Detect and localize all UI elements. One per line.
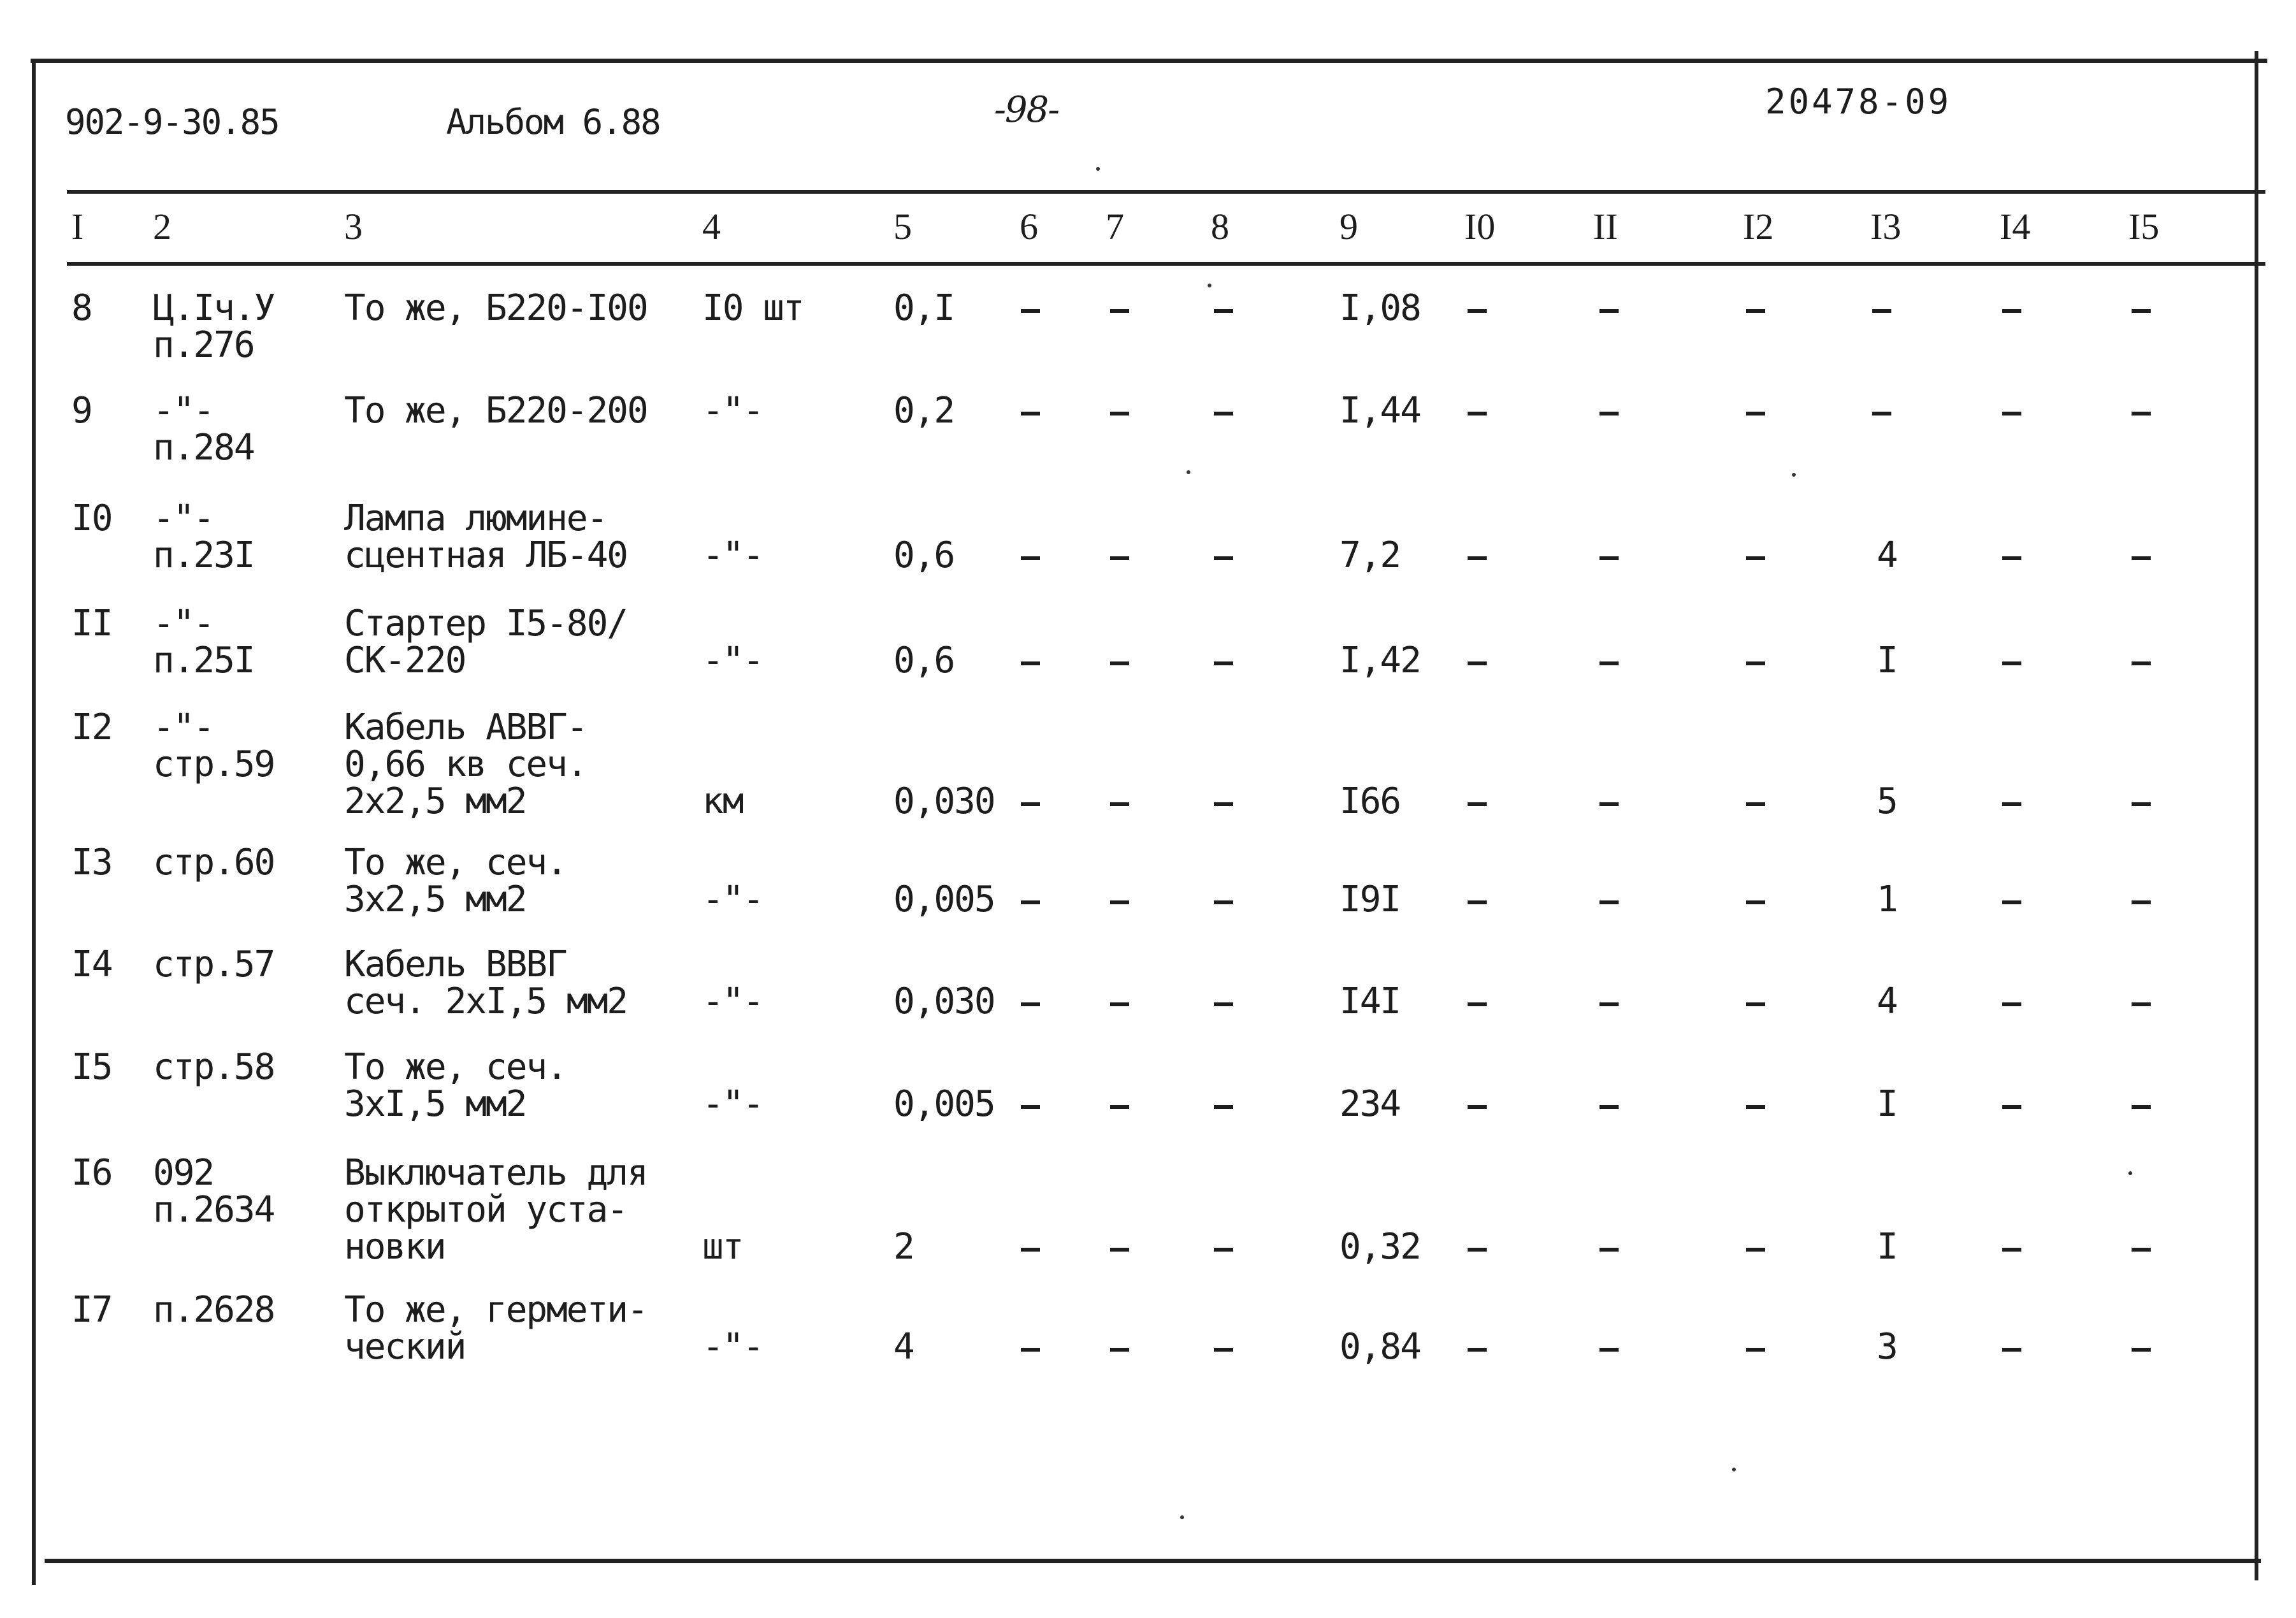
empty-cell-dash: [1599, 309, 1619, 313]
row-column-9: I4I: [1339, 981, 1401, 1022]
scan-speck: [1208, 284, 1211, 287]
row-quantity: 0,6: [893, 640, 955, 681]
row-quantity: 0,2: [893, 390, 955, 431]
row-number: 8: [71, 287, 92, 329]
row-column-13: 3: [1877, 1326, 1897, 1368]
scan-speck: [1180, 1515, 1184, 1519]
column-number: I2: [1743, 206, 1774, 247]
row-column-9: I,44: [1339, 390, 1420, 431]
row-name: То же, Б220-I00: [344, 287, 647, 329]
empty-cell-dash: [1872, 412, 1891, 415]
empty-cell-dash: [1021, 661, 1040, 665]
column-number: 8: [1211, 206, 1229, 247]
row-quantity: 0,030: [893, 981, 995, 1022]
empty-cell-dash: [1021, 1105, 1040, 1109]
row-reference: -"-: [153, 603, 214, 644]
empty-cell-dash: [1746, 1002, 1765, 1006]
doc-code: 902-9-30.85: [65, 102, 279, 142]
empty-cell-dash: [1214, 1105, 1233, 1109]
column-number: 3: [344, 206, 363, 247]
scan-speck: [1187, 470, 1190, 474]
empty-cell-dash: [1110, 1002, 1129, 1006]
empty-cell-dash: [2132, 1002, 2151, 1006]
empty-cell-dash: [1214, 661, 1233, 665]
empty-cell-dash: [2132, 1105, 2151, 1109]
empty-cell-dash: [2002, 1002, 2021, 1006]
frame-top: [31, 59, 2267, 63]
row-unit: -"-: [702, 1083, 763, 1125]
column-number: 5: [893, 206, 912, 247]
row-column-9: I9I: [1339, 879, 1401, 920]
row-name: То же, Б220-200: [344, 390, 647, 431]
row-name: СК-220: [344, 640, 466, 681]
row-quantity: 2: [893, 1226, 914, 1268]
empty-cell-dash: [1214, 412, 1233, 415]
row-column-9: I,08: [1339, 287, 1420, 329]
row-number: I2: [71, 707, 112, 748]
row-reference: п.284: [153, 427, 254, 468]
empty-cell-dash: [1468, 1002, 1487, 1006]
empty-cell-dash: [2002, 900, 2021, 904]
column-number: I3: [1870, 206, 1902, 247]
column-number: I: [71, 206, 84, 247]
row-column-9: 7,2: [1339, 535, 1401, 576]
empty-cell-dash: [2132, 900, 2151, 904]
empty-cell-dash: [1214, 802, 1233, 806]
empty-cell-dash: [2002, 661, 2021, 665]
empty-cell-dash: [1110, 1105, 1129, 1109]
empty-cell-dash: [2002, 412, 2021, 415]
row-name: открытой уста-: [344, 1189, 628, 1231]
empty-cell-dash: [1599, 412, 1619, 415]
column-number: I0: [1464, 206, 1496, 247]
empty-cell-dash: [1746, 802, 1765, 806]
row-number: I4: [71, 944, 112, 985]
row-reference: п.2628: [153, 1289, 275, 1331]
row-column-13: 1: [1877, 879, 1897, 920]
frame-left: [32, 59, 36, 1585]
column-number: 7: [1106, 206, 1124, 247]
row-name: новки: [344, 1226, 445, 1268]
empty-cell-dash: [2132, 412, 2151, 415]
empty-cell-dash: [1021, 412, 1040, 415]
empty-cell-dash: [1110, 412, 1129, 415]
row-name: Стартер I5-80/: [344, 603, 628, 644]
row-reference: -"-: [153, 390, 214, 431]
row-unit: -"-: [702, 640, 763, 681]
empty-cell-dash: [1746, 412, 1765, 415]
row-unit: -"-: [702, 879, 763, 920]
row-column-9: I66: [1339, 781, 1401, 822]
empty-cell-dash: [1599, 802, 1619, 806]
empty-cell-dash: [1214, 1348, 1233, 1352]
row-reference: стр.60: [153, 842, 275, 883]
empty-cell-dash: [1021, 1248, 1040, 1252]
row-column-13: 4: [1877, 981, 1897, 1022]
empty-cell-dash: [1468, 1348, 1487, 1352]
row-reference: -"-: [153, 707, 214, 748]
empty-cell-dash: [2132, 309, 2151, 313]
empty-cell-dash: [1110, 661, 1129, 665]
empty-cell-dash: [1746, 1105, 1765, 1109]
page-number: -98-: [994, 89, 1059, 131]
row-reference: п.23I: [153, 535, 254, 576]
row-number: II: [71, 603, 112, 644]
frame-bottom: [45, 1559, 2261, 1563]
empty-cell-dash: [2132, 661, 2151, 665]
row-unit: -"-: [702, 1326, 763, 1368]
empty-cell-dash: [1214, 1002, 1233, 1006]
row-column-9: 234: [1339, 1083, 1401, 1125]
row-name: Кабель ВВВГ: [344, 944, 567, 985]
empty-cell-dash: [1872, 309, 1891, 313]
empty-cell-dash: [1599, 661, 1619, 665]
row-unit: I0 шт: [702, 287, 804, 329]
empty-cell-dash: [1746, 900, 1765, 904]
empty-cell-dash: [1599, 556, 1619, 560]
empty-cell-dash: [1021, 1002, 1040, 1006]
empty-cell-dash: [1021, 1348, 1040, 1352]
row-column-9: 0,84: [1339, 1326, 1420, 1368]
row-reference: п.276: [153, 324, 254, 366]
row-number: I7: [71, 1289, 112, 1331]
empty-cell-dash: [2002, 556, 2021, 560]
column-number: 9: [1339, 206, 1358, 247]
row-name: 2х2,5 мм2: [344, 781, 526, 822]
row-column-9: I,42: [1339, 640, 1420, 681]
scan-speck: [1732, 1468, 1736, 1471]
row-unit: шт: [702, 1226, 743, 1268]
empty-cell-dash: [1110, 802, 1129, 806]
row-reference: Ц.Iч.У: [153, 287, 275, 329]
row-name: 3хI,5 мм2: [344, 1083, 526, 1125]
empty-cell-dash: [1021, 802, 1040, 806]
row-reference: 092: [153, 1152, 214, 1194]
row-quantity: 0,I: [893, 287, 955, 329]
scan-speck: [1096, 167, 1100, 171]
row-column-13: 5: [1877, 781, 1897, 822]
scan-speck: [2128, 1171, 2132, 1175]
empty-cell-dash: [1021, 556, 1040, 560]
row-column-13: I: [1877, 1226, 1897, 1268]
row-reference: стр.59: [153, 744, 275, 785]
empty-cell-dash: [1599, 1105, 1619, 1109]
empty-cell-dash: [2002, 1348, 2021, 1352]
scan-speck: [1792, 473, 1796, 477]
row-reference: п.25I: [153, 640, 254, 681]
empty-cell-dash: [1599, 1248, 1619, 1252]
row-quantity: 0,030: [893, 781, 995, 822]
column-number: I4: [2000, 206, 2031, 247]
column-number: 6: [1020, 206, 1038, 247]
row-quantity: 4: [893, 1326, 914, 1368]
empty-cell-dash: [1746, 1248, 1765, 1252]
empty-cell-dash: [1110, 1248, 1129, 1252]
empty-cell-dash: [1468, 412, 1487, 415]
empty-cell-dash: [1746, 661, 1765, 665]
row-name: сеч. 2хI,5 мм2: [344, 981, 628, 1022]
row-name: То же, гермети-: [344, 1289, 647, 1331]
empty-cell-dash: [1214, 1248, 1233, 1252]
row-name: 3х2,5 мм2: [344, 879, 526, 920]
row-unit: км: [702, 781, 743, 822]
inventory-number: 20478-09: [1765, 82, 1952, 122]
empty-cell-dash: [2132, 1248, 2151, 1252]
album-label: Альбом 6.88: [446, 102, 660, 142]
empty-cell-dash: [2002, 1248, 2021, 1252]
empty-cell-dash: [1468, 1248, 1487, 1252]
row-quantity: 0,005: [893, 1083, 995, 1125]
column-number: 4: [702, 206, 721, 247]
row-column-13: I: [1877, 1083, 1897, 1125]
empty-cell-dash: [1468, 1105, 1487, 1109]
row-reference: стр.57: [153, 944, 275, 985]
row-name: Кабель АВВГ-: [344, 707, 587, 748]
empty-cell-dash: [2002, 802, 2021, 806]
column-number: I5: [2128, 206, 2160, 247]
row-quantity: 0,6: [893, 535, 955, 576]
column-number: 2: [153, 206, 171, 247]
row-column-13: 4: [1877, 535, 1897, 576]
row-number: 9: [71, 390, 92, 431]
empty-cell-dash: [1468, 661, 1487, 665]
row-reference: п.2634: [153, 1189, 275, 1231]
empty-cell-dash: [1468, 802, 1487, 806]
row-number: I5: [71, 1046, 112, 1088]
empty-cell-dash: [1746, 309, 1765, 313]
row-unit: -"-: [702, 981, 763, 1022]
empty-cell-dash: [1021, 900, 1040, 904]
empty-cell-dash: [2132, 556, 2151, 560]
empty-cell-dash: [1214, 309, 1233, 313]
empty-cell-dash: [2132, 1348, 2151, 1352]
empty-cell-dash: [1110, 900, 1129, 904]
empty-cell-dash: [1746, 556, 1765, 560]
empty-cell-dash: [1110, 1348, 1129, 1352]
header-rule: [67, 190, 2265, 194]
row-unit: -"-: [702, 535, 763, 576]
empty-cell-dash: [2132, 802, 2151, 806]
row-name: ческий: [344, 1326, 466, 1368]
empty-cell-dash: [1599, 900, 1619, 904]
row-name: сцентная ЛБ-40: [344, 535, 628, 576]
empty-cell-dash: [1468, 556, 1487, 560]
column-header-rule: [67, 262, 2265, 266]
row-unit: -"-: [702, 390, 763, 431]
row-name: То же, сеч.: [344, 1046, 567, 1088]
row-name: То же, сеч.: [344, 842, 567, 883]
empty-cell-dash: [1468, 309, 1487, 313]
row-quantity: 0,005: [893, 879, 995, 920]
column-number: II: [1593, 206, 1618, 247]
row-column-9: 0,32: [1339, 1226, 1420, 1268]
empty-cell-dash: [1746, 1348, 1765, 1352]
row-reference: -"-: [153, 498, 214, 539]
empty-cell-dash: [2002, 1105, 2021, 1109]
empty-cell-dash: [1110, 556, 1129, 560]
empty-cell-dash: [1599, 1348, 1619, 1352]
row-reference: стр.58: [153, 1046, 275, 1088]
frame-right: [2255, 51, 2258, 1580]
empty-cell-dash: [1110, 309, 1129, 313]
row-name: Выключатель для: [344, 1152, 647, 1194]
row-number: I6: [71, 1152, 112, 1194]
empty-cell-dash: [1214, 900, 1233, 904]
row-name: Лампа люмине-: [344, 498, 607, 539]
row-column-13: I: [1877, 640, 1897, 681]
empty-cell-dash: [1214, 556, 1233, 560]
empty-cell-dash: [1021, 309, 1040, 313]
row-name: 0,66 кв сеч.: [344, 744, 587, 785]
empty-cell-dash: [1468, 900, 1487, 904]
row-number: I3: [71, 842, 112, 883]
row-number: I0: [71, 498, 112, 539]
empty-cell-dash: [1599, 1002, 1619, 1006]
empty-cell-dash: [2002, 309, 2021, 313]
